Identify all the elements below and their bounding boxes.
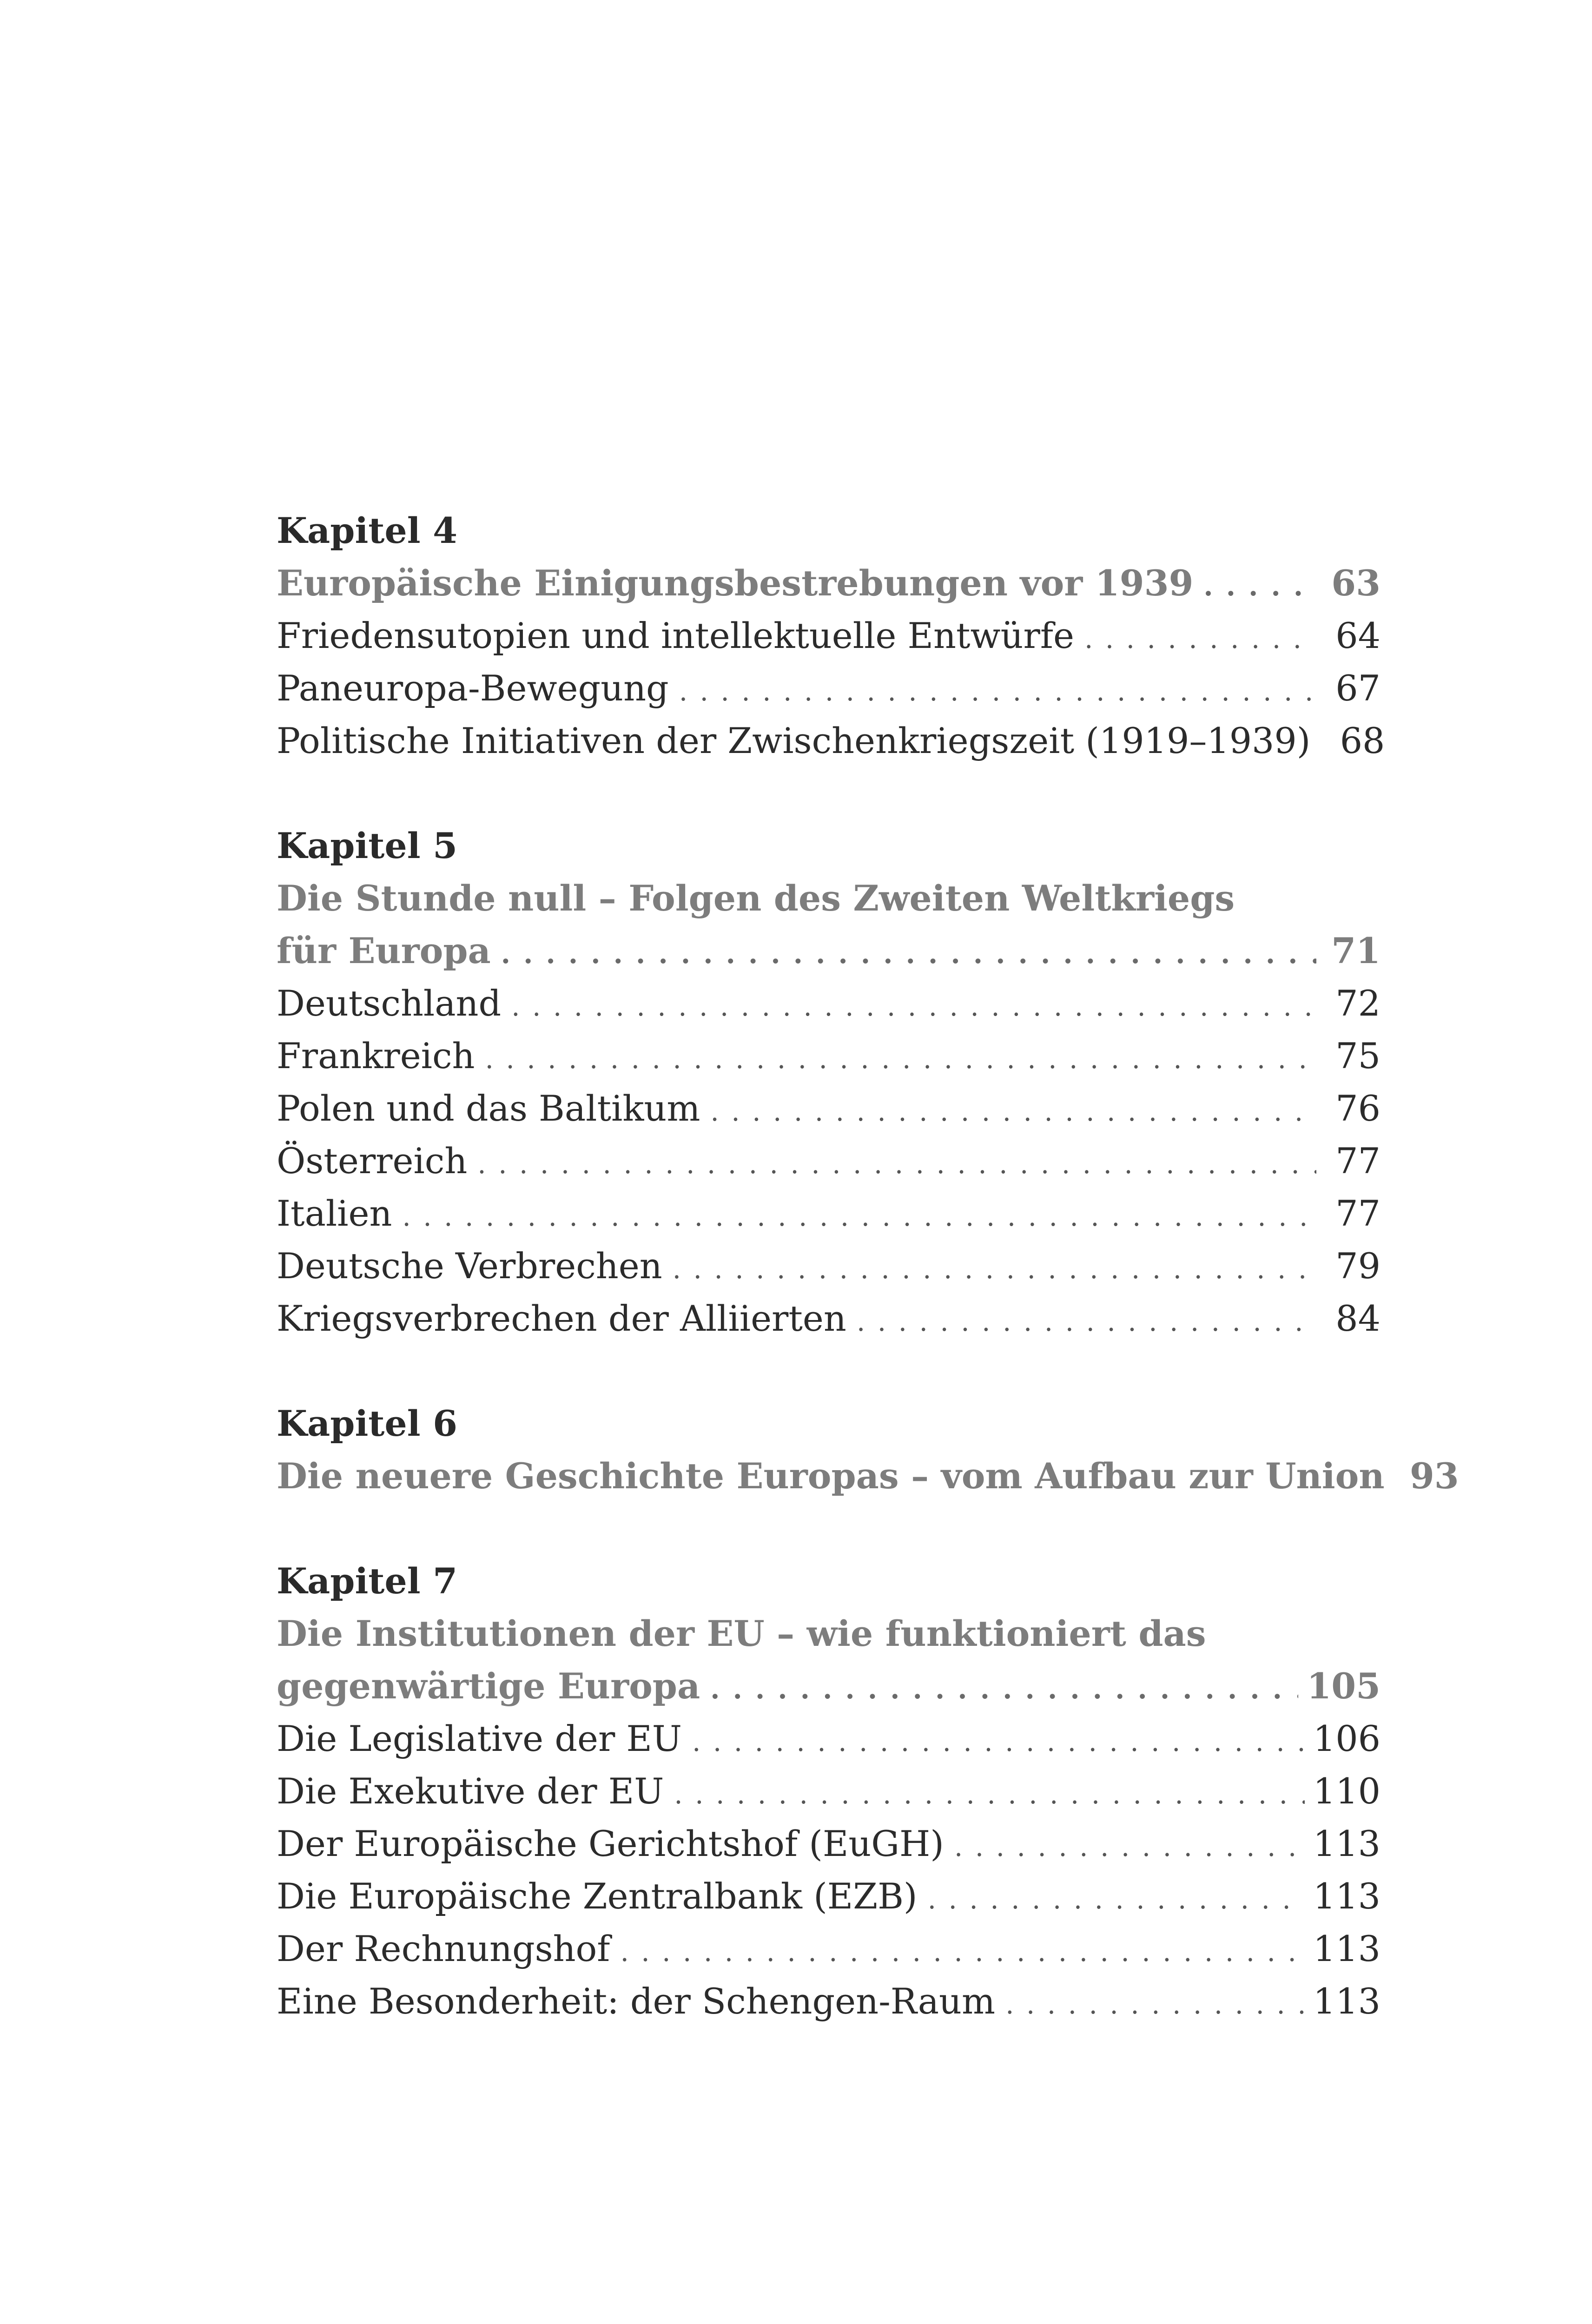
chapter-title-entry[interactable] xyxy=(277,1660,1381,1712)
chapter-title-line: Die Institutionen der EU – wie funktioniert das xyxy=(277,1613,1206,1654)
chapter-title: Europäische Einigungsbestrebungen vor 1939 xyxy=(277,562,1194,604)
dot-leader xyxy=(402,1187,1316,1243)
page-number: 77 xyxy=(1335,1140,1381,1182)
toc-entry[interactable] xyxy=(277,1187,1381,1240)
dot-leader xyxy=(485,1030,1317,1085)
toc-entry[interactable] xyxy=(277,1082,1381,1135)
chapter-label: Kapitel 5 xyxy=(277,825,457,866)
entry-title: Deutschland xyxy=(277,983,502,1024)
dot-leader xyxy=(692,1712,1305,1768)
page-number: 63 xyxy=(1331,562,1381,604)
dot-leader xyxy=(673,1240,1316,1295)
chapter-title: gegenwärtige Europa xyxy=(277,1665,700,1707)
page-number: 105 xyxy=(1307,1665,1381,1707)
toc-entry[interactable] xyxy=(277,1135,1381,1187)
page-number: 67 xyxy=(1335,667,1381,709)
page-number: 64 xyxy=(1335,615,1381,656)
chapter-title-entry[interactable] xyxy=(277,924,1381,977)
chapter-7 xyxy=(277,1555,1381,2027)
entry-title: Österreich xyxy=(277,1140,468,1182)
toc-entry[interactable] xyxy=(277,1922,1381,1975)
dot-leader xyxy=(954,1817,1305,1873)
dot-leader xyxy=(674,1765,1305,1821)
dot-leader xyxy=(1203,557,1316,613)
entry-title: Paneuropa-Bewegung xyxy=(277,667,669,709)
page-number: 113 xyxy=(1313,1928,1381,1969)
page-number: 72 xyxy=(1335,983,1381,1024)
chapter-label: Kapitel 7 xyxy=(277,1560,457,1602)
entry-title: Polen und das Baltikum xyxy=(277,1088,700,1129)
page-number: 113 xyxy=(1313,1981,1381,2022)
page-number: 79 xyxy=(1335,1245,1381,1287)
entry-title: Die Exekutive der EU xyxy=(277,1770,664,1812)
chapter-label: Kapitel 4 xyxy=(277,510,457,551)
chapter-title: für Europa xyxy=(277,930,491,971)
toc-entry[interactable] xyxy=(277,977,1381,1030)
toc-entry[interactable] xyxy=(277,1870,1381,1922)
table-of-contents xyxy=(277,504,1459,2080)
dot-leader xyxy=(928,1870,1305,1926)
page-number: 93 xyxy=(1409,1455,1459,1497)
entry-title: Friedensutopien und intellektuelle Entwürfe xyxy=(277,615,1074,656)
page-number: 110 xyxy=(1313,1770,1381,1812)
toc-entry[interactable] xyxy=(277,1975,1381,2027)
chapter-title-entry[interactable] xyxy=(277,557,1381,609)
dot-leader xyxy=(511,977,1316,1033)
page-number: 68 xyxy=(1340,720,1385,761)
page-number: 84 xyxy=(1335,1298,1381,1339)
chapter-4 xyxy=(277,504,1385,767)
dot-leader xyxy=(501,924,1316,980)
dot-leader xyxy=(857,1292,1316,1348)
chapter-label: Kapitel 6 xyxy=(277,1403,457,1444)
chapter-title: Die neuere Geschichte Europas – vom Aufbau zur Union xyxy=(277,1455,1385,1497)
dot-leader xyxy=(620,1922,1305,1978)
dot-leader xyxy=(710,1082,1316,1138)
page-number: 113 xyxy=(1313,1823,1381,1864)
dot-leader xyxy=(679,662,1316,718)
chapter-title-entry[interactable] xyxy=(277,1450,1459,1502)
page-number: 113 xyxy=(1313,1875,1381,1917)
toc-entry[interactable] xyxy=(277,1292,1381,1345)
entry-title: Die Legislative der EU xyxy=(277,1718,682,1759)
page-number: 106 xyxy=(1313,1718,1381,1759)
entry-title: Frankreich xyxy=(277,1035,475,1076)
toc-entry[interactable] xyxy=(277,1817,1381,1870)
toc-entry[interactable] xyxy=(277,1765,1381,1817)
toc-entry[interactable] xyxy=(277,714,1385,767)
entry-title: Deutsche Verbrechen xyxy=(277,1245,662,1287)
entry-title: Politische Initiativen der Zwischenkriegszeit (1919–1939) xyxy=(277,720,1311,761)
toc-entry[interactable] xyxy=(277,609,1381,662)
toc-entry[interactable] xyxy=(277,1240,1381,1292)
entry-title: Kriegsverbrechen der Alliierten xyxy=(277,1298,846,1339)
chapter-title-line: Die Stunde null – Folgen des Zweiten Weltkriegs xyxy=(277,878,1235,919)
entry-title: Eine Besonderheit: der Schengen-Raum xyxy=(277,1981,996,2022)
entry-title: Der Rechnungshof xyxy=(277,1928,610,1969)
dot-leader xyxy=(1005,1975,1305,2031)
toc-entry[interactable] xyxy=(277,662,1381,714)
page-number: 76 xyxy=(1335,1088,1381,1129)
dot-leader xyxy=(1084,609,1316,665)
page-number: 77 xyxy=(1335,1193,1381,1234)
entry-title: Der Europäische Gerichtshof (EuGH) xyxy=(277,1823,944,1864)
chapter-5 xyxy=(277,819,1381,1345)
page-number: 75 xyxy=(1335,1035,1381,1076)
dot-leader xyxy=(710,1660,1298,1716)
toc-entry[interactable] xyxy=(277,1030,1381,1082)
page-number: 71 xyxy=(1331,930,1381,971)
toc-entry[interactable] xyxy=(277,1712,1381,1765)
entry-title: Die Europäische Zentralbank (EZB) xyxy=(277,1875,918,1917)
chapter-6 xyxy=(277,1397,1459,1502)
dot-leader xyxy=(477,1135,1316,1190)
entry-title: Italien xyxy=(277,1193,392,1234)
